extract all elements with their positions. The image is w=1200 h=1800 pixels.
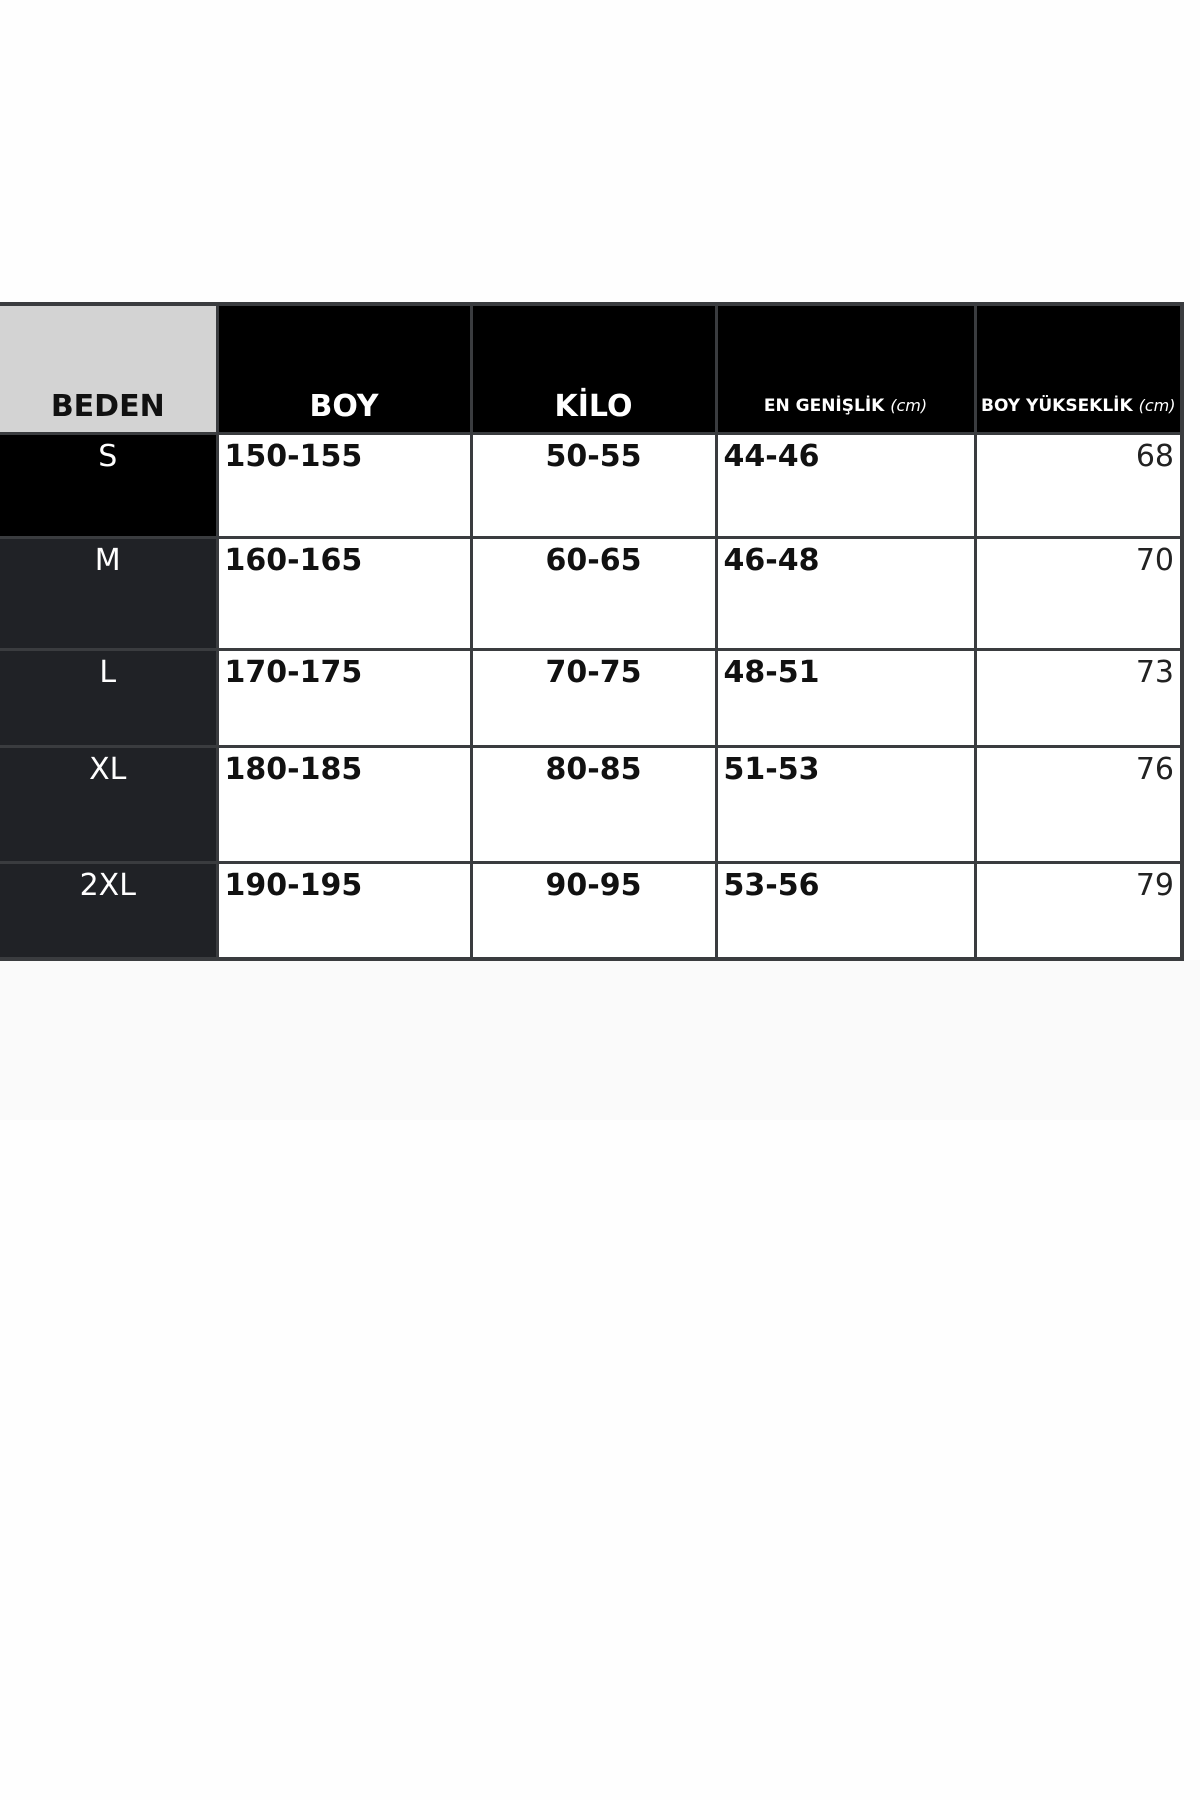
en-genislik-cell: 51-53: [716, 747, 975, 863]
header-beden: BEDEN: [0, 304, 217, 434]
header-en-genislik-unit: (cm): [890, 396, 928, 415]
boy-yukseklik-cell: 68: [975, 434, 1182, 538]
kilo-cell: 50-55: [471, 434, 716, 538]
boy-cell: 160-165: [217, 538, 471, 650]
kilo-cell: 60-65: [471, 538, 716, 650]
size-cell: [0, 538, 217, 650]
boy-yukseklik-cell: 70: [975, 538, 1182, 650]
size-chart-table: [0, 302, 1184, 961]
header-boy: BOY: [217, 304, 471, 434]
faint-background-block-right: [470, 960, 1200, 1120]
en-genislik-cell: 46-48: [716, 538, 975, 650]
size-label: L: [99, 655, 117, 690]
header-en-genislik: [716, 304, 975, 434]
table-row: [0, 863, 1182, 959]
size-cell: [0, 650, 217, 747]
header-boy-yukseklik-label: BOY YÜKSEKLİK: [981, 396, 1133, 416]
header-boy-yukseklik: [975, 304, 1182, 434]
boy-cell: 170-175: [217, 650, 471, 747]
size-label: 2XL: [79, 868, 136, 903]
en-genislik-cell: 44-46: [716, 434, 975, 538]
size-cell: [0, 434, 217, 538]
boy-yukseklik-cell: 76: [975, 747, 1182, 863]
boy-cell: 180-185: [217, 747, 471, 863]
boy-cell: 190-195: [217, 863, 471, 959]
en-genislik-cell: 48-51: [716, 650, 975, 747]
en-genislik-cell: 53-56: [716, 863, 975, 959]
size-cell: [0, 863, 217, 959]
boy-yukseklik-cell: 79: [975, 863, 1182, 959]
table-row: [0, 434, 1182, 538]
boy-yukseklik-cell: 73: [975, 650, 1182, 747]
table-row: [0, 747, 1182, 863]
header-boy-yukseklik-unit: (cm): [1138, 396, 1176, 415]
table-row: [0, 538, 1182, 650]
kilo-cell: 90-95: [471, 863, 716, 959]
kilo-cell: 80-85: [471, 747, 716, 863]
size-label: S: [98, 439, 118, 474]
header-en-genislik-label: EN GENİŞLİK: [763, 396, 885, 416]
header-kilo: KİLO: [471, 304, 716, 434]
kilo-cell: 70-75: [471, 650, 716, 747]
faint-background-block-left: [0, 960, 470, 1120]
size-cell: [0, 747, 217, 863]
boy-cell: 150-155: [217, 434, 471, 538]
table-header-row: [0, 304, 1182, 434]
size-label: M: [94, 543, 121, 578]
size-label: XL: [89, 752, 127, 787]
table-row: [0, 650, 1182, 747]
